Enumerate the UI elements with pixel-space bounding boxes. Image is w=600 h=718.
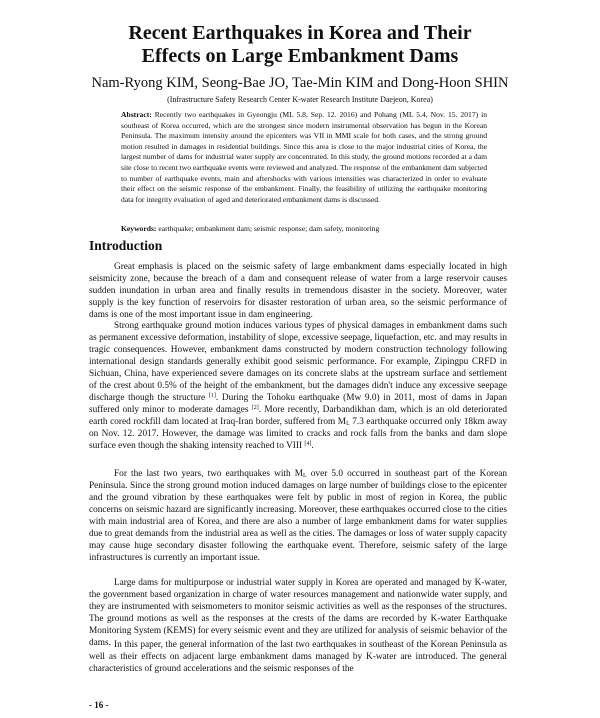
paragraph-2-text-c: . More recently, Darbandikhan dam, which is an old deteriorated earth cored rockfill dam located at Iraq-Iran border, suffered from M [89,404,507,427]
abstract-text: Recently two earthquakes in Gyeongju (ML 5.8, Sep. 12. 2016) and Pohang (ML 5.4, Nov. 15. 2017) in southeast of Korea occurred, which are the strongest since modern instrumental observation has begun in the Korean Peninsula. The maximum intensity around the epicenters was VII in MMI scale for both cases, and the strong ground motion resulted in damages in residential buildings. Since this area is close to the major industrial cities of Korea, the largest number of dams for industrial water supply are concentrated. In this study, the ground motions recorded at a dam site close to recent two earthquake events were reviewed and analyzed. The response of the embankment dam subjected to number of earthquake events, main and aftershocks with various intensities was characterized in order to evaluate their effect on the seismic response of the embankment. Finally, the feasibility of utilizing the earthquake monitoring data for integrity evaluation of aged and deteriorated embankment dams is discussed. [121,110,487,204]
paragraph-2-text-b: . During the Tohoku earthquake (Mw 9.0) in 2011, most of dams in Japan suffered only minor to moderate damages [89,392,507,415]
section-heading-introduction: Introduction [89,238,163,253]
paragraph-1: Great emphasis is placed on the seismic safety of large embankment dams especially located in high seismicity zone, because the breach of a dam and consequent release of water from a large reservoir causes sudden inundation in urban area and finally results in tremendous disaster in the society. Moreover, water supply is the key function of reservoirs for disaster restoration of urban area, so the seismic performance of dams is one of the most important issue in dam engineering. [89,262,507,320]
citation-4[interactable]: [4] [304,440,312,447]
paragraph-2-text-e: . [311,440,314,451]
paragraph-3-text-a: For the last two years, two earthquakes with M [114,469,304,479]
author-list: Nam-Ryong KIM, Seong-Bae JO, Tae-Min KIM and Dong-Hoon SHIN [91,75,509,91]
paragraph-3 [89,469,507,565]
keywords [121,224,487,234]
paragraph-2-text-a: Strong earthquake ground motion induces various types of physical damages in embankment dams such as permanent excessive deformation, instability of slope, excessive seepage, liquefaction, etc. and may results in tragic consequences. However, embankment dams constructed by modern construction technology following international design standards generally exhibit good seismic performance. For example, Zipingpu CRFD in Sichuan, China, have experienced severe damages on its concrete slabs at the upstream surface and settlement of the crest about 0.5% of the height of the embankment, but the damages didn't induce any excessive seepage discharge though the structure [89,321,507,403]
abstract [121,110,487,205]
paragraph-5: In this paper, the general information of the last two earthquakes in southeast of the Korean Peninsula as well as their effects on adjacent large embankment dams managed by K-water are introduced. The general characteristics of ground accelerations and the seismic responses of the [89,640,507,674]
abstract-label: Abstract: [121,110,152,119]
magnitude-subscript: L [346,420,350,427]
magnitude-subscript: L [303,473,307,479]
citation-2[interactable]: [2] [251,404,259,411]
page-number: - 16 - [89,700,109,710]
citation-1[interactable]: [1] [208,392,216,399]
paragraph-2 [89,321,507,452]
keywords-text: earthquake; embankment dam; seismic response; dam safety, monitoring [158,224,380,233]
paragraph-4: Large dams for multipurpose or industrial water supply in Korea are operated and managed by K-water, the government based organization in charge of water resources management and nationwide water supply, and they are instrumented with seismometers to monitor seismic activities as well as the responses of the structures. The ground motions as well as the responses at the crests of the dams are recorded by K-water Earthquake Monitoring System (KEMS) for every seismic event and they are utilized for analysis of seismic behavior of the dams. [89,578,507,648]
paper-title-line-1: Recent Earthquakes in Korea and Their [128,22,472,44]
affiliation: (Infrastructure Safety Research Center K-water Research Institute Daejeon, Korea) [167,95,433,104]
paper-title-line-2: Effects on Large Embankment Dams [141,45,459,67]
paragraph-2-text-d: 7.3 earthquake occurred only 18km away on Nov. 12. 2017. However, the damage was limited to cracks and rock falls from the banks and dam slope surface even though the shaking intensity reached to VIII [89,416,507,451]
keywords-label: Keywords: [121,224,157,233]
paragraph-3-text-b: over 5.0 occurred in southeast part of the Korean Peninsula. Since the strong ground motion induced damages on large number of buildings close to the epicenter and the ground vibration by these earthquakes were felt by public in most of region in Korea, the public concerns on seismic hazard are significantly increasing. Moreover, these earthquakes occurred close to the cities with main industrial area of Korea, and there are also a number of large embankment dams for water supplies due to great demands from the industrial area as well as the cities. The damages or loss of water supply capacity may cause huge secondary disaster following the earthquake event. Therefore, seismic safety of the large infrastructures is currently an important issue. [89,469,507,563]
